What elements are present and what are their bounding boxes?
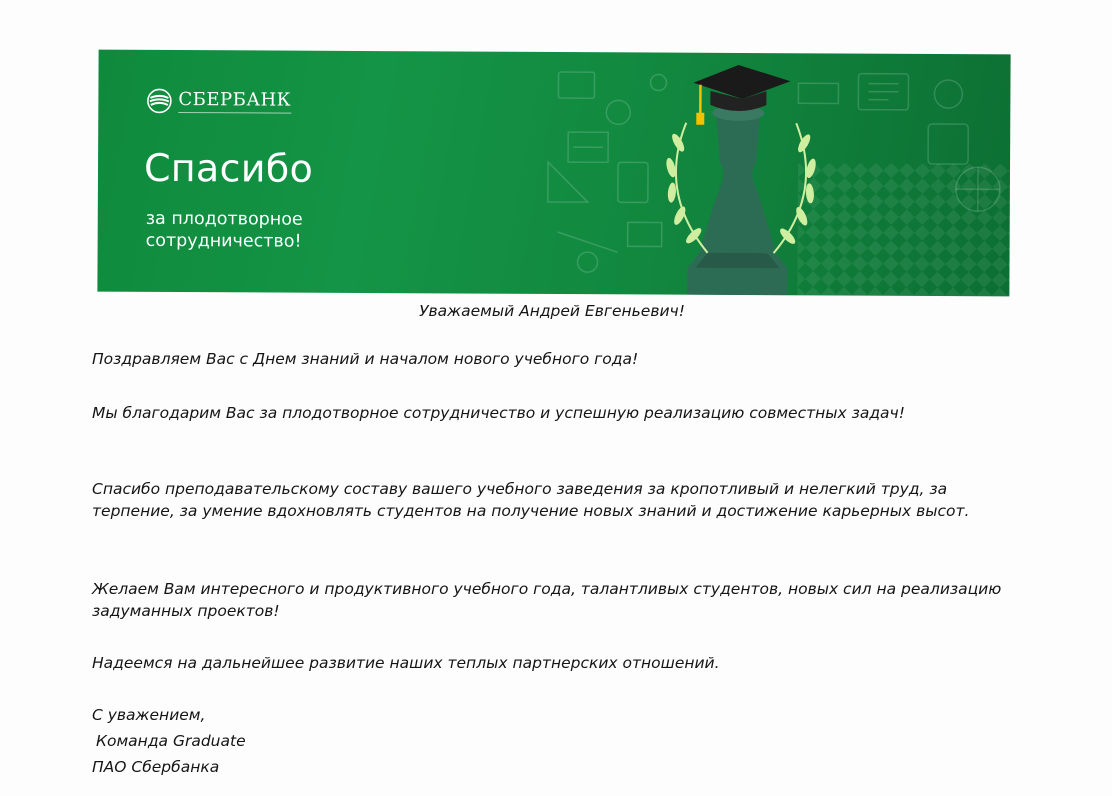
sberbank-logo-icon bbox=[146, 88, 172, 114]
signature-org: ПАО Сбербанка bbox=[92, 758, 220, 776]
letter-body bbox=[92, 300, 1032, 776]
banner-subtitle-line1: за плодотворное bbox=[145, 208, 303, 230]
logo-text: СБЕРБАНК bbox=[178, 89, 291, 114]
paragraph-thanks: Мы благодарим Вас за плодотворное сотрудничество и успешную реализацию совместных задач! bbox=[92, 404, 905, 422]
banner-title: Спасибо bbox=[143, 145, 314, 191]
graduation-illustration bbox=[637, 52, 838, 295]
signature-closing: С уважением, bbox=[92, 706, 206, 724]
banner-subtitle bbox=[146, 208, 406, 253]
paragraph-wishes: Желаем Вам интересного и продуктивного учебного года, талантливых студентов, новых сил на реализацию задуманных проектов! bbox=[92, 580, 1002, 620]
thank-you-banner bbox=[97, 50, 1010, 297]
paragraph-teachers: Спасибо преподавательскому составу вашего учебного заведения за кропотливый и нелегкий труд, за терпение, за умение вдохновлять студентов на получение новых знаний и достижение карьерных высот. bbox=[92, 480, 970, 520]
paragraph-partnership: Надеемся на дальнейшее развитие наших теплых партнерских отношений. bbox=[92, 654, 720, 672]
signature-block bbox=[92, 702, 246, 780]
salutation: Уважаемый Андрей Евгеньевич! bbox=[419, 302, 685, 320]
paragraph-greeting: Поздравляем Вас с Днем знаний и началом нового учебного года! bbox=[92, 350, 639, 368]
chess-piece-icon bbox=[687, 105, 788, 296]
sberbank-logo bbox=[146, 88, 291, 115]
signature-team: Команда Graduate bbox=[96, 732, 246, 750]
banner-subtitle-line2: сотрудничество! bbox=[145, 230, 302, 252]
